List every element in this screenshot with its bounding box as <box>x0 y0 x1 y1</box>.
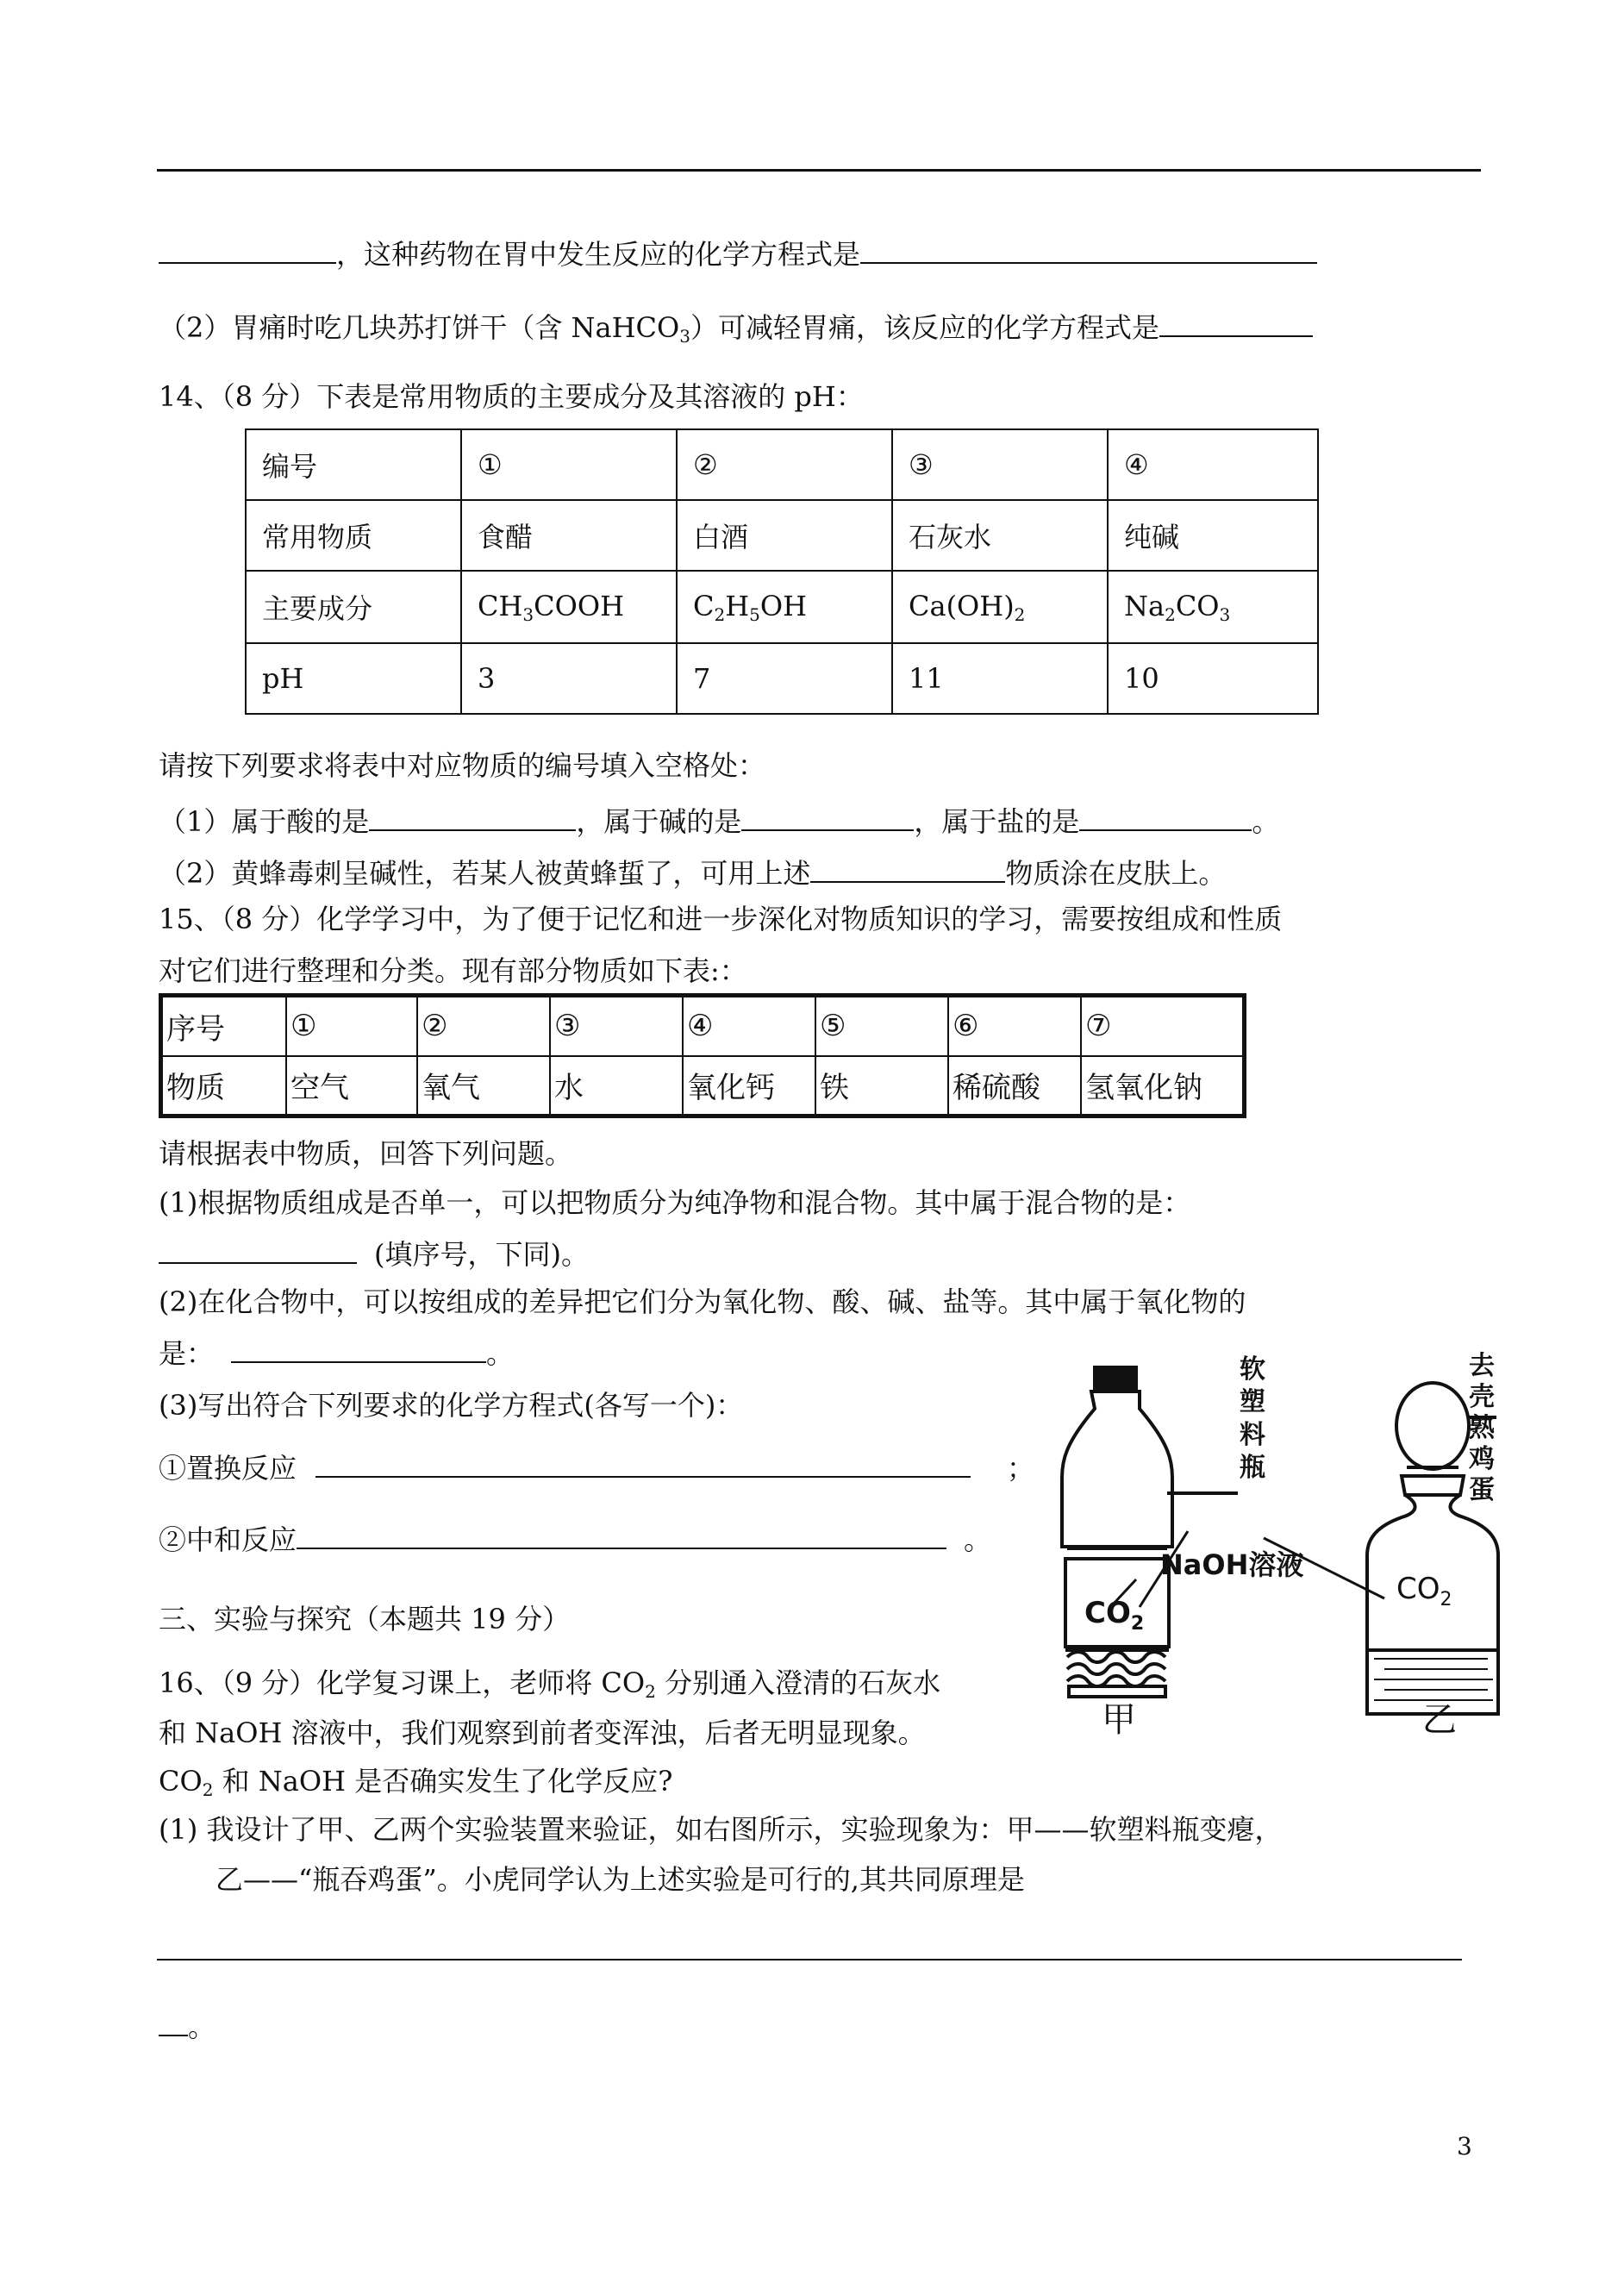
answer-blank[interactable] <box>159 2007 188 2036</box>
q15-sub2: (2)在化合物中，可以按组成的差异把它们分为氧化物、酸、碱、盐等。其中属于氧化物的 <box>159 1285 1246 1318</box>
table-cell: ③ <box>892 429 1108 500</box>
egg-label-char: 熟 <box>1469 1413 1495 1443</box>
table-cell: ⑥ <box>948 996 1081 1056</box>
q14-part2: （2）黄蜂毒刺呈碱性，若某人被黄蜂蜇了，可用上述 物质涂在皮肤上。 <box>159 854 1226 891</box>
bottle-label-char: 软 <box>1240 1354 1265 1385</box>
egg-label-char: 蛋 <box>1469 1475 1495 1505</box>
egg-label-char: 去 <box>1469 1351 1495 1381</box>
q15-sub3-a: ①置换反应 ； <box>159 1448 1034 1485</box>
formula-cell: $C_2H_5OH$ <box>677 571 892 643</box>
table-cell: 序号 <box>161 996 287 1056</box>
table-cell: 石灰水 <box>892 500 1108 571</box>
table-cell: 3 <box>461 643 677 714</box>
bottle-label-char: 瓶 <box>1240 1453 1265 1483</box>
table-cell: ④ <box>1108 429 1318 500</box>
q13-line2: （2）胃痛时吃几块苏打饼干（含 NaHCO$_3$）可减轻胃痛，该反应的化学方程式是 <box>159 308 1313 353</box>
co2-label-flask: $CO_2$ <box>1396 1572 1452 1610</box>
caption-yi: 乙 <box>1422 1700 1457 1740</box>
table-cell: 水 <box>550 1056 683 1116</box>
table-cell: 氧化钙 <box>683 1056 815 1116</box>
neutralization-equation-blank[interactable] <box>297 1520 946 1549</box>
egg-label-char: 鸡 <box>1469 1444 1495 1474</box>
q15-sub3-b: ②中和反应 。 <box>159 1520 991 1557</box>
formula-cell: $Na_2CO_3$ <box>1108 571 1318 643</box>
table-cell: ③ <box>550 996 683 1056</box>
q15-prompt: 请根据表中物质，回答下列问题。 <box>159 1137 573 1170</box>
q15-sub1-answer: (填序号，下同)。 <box>159 1235 589 1272</box>
q14-instruction: 请按下列要求将表中对应物质的编号填入空格处： <box>159 749 766 782</box>
table-cell: pH <box>246 643 461 714</box>
q16-line3: $CO_2$ 和 NaOH 是否确实发生了化学反应? <box>159 1765 673 1800</box>
experiment-figure <box>1057 1348 1505 1745</box>
answer-blank[interactable] <box>159 235 336 264</box>
caption-jia: 甲 <box>1102 1700 1136 1740</box>
answer-blank[interactable] <box>1159 308 1313 337</box>
table-cell: ④ <box>683 996 815 1056</box>
q16-line2: 和 NaOH 溶液中，我们观察到前者变浑浊，后者无明显现象。 <box>159 1717 926 1749</box>
bottle-label-char: 塑 <box>1240 1387 1265 1417</box>
formula-cell: $Ca(OH)_2$ <box>892 571 1108 643</box>
q16-line6: 。 <box>159 2007 215 2044</box>
table-cell: 氧气 <box>417 1056 550 1116</box>
naoh-label: NaOH溶液 <box>1160 1548 1304 1581</box>
table-cell: 7 <box>677 643 892 714</box>
q15-sub2-answer: 是： 。 <box>159 1334 514 1371</box>
q14-part1: （1）属于酸的是 ，属于碱的是 ，属于盐的是 。 <box>159 802 1279 839</box>
replacement-equation-blank[interactable] <box>315 1448 971 1478</box>
table-cell: 主要成分 <box>246 571 461 643</box>
q13-line1: ，这种药物在胃中发生反应的化学方程式是 <box>159 235 1317 272</box>
table-cell: 氢氧化钠 <box>1081 1056 1245 1116</box>
q15-line1: 15、（8 分）化学学习中，为了便于记忆和进一步深化对物质知识的学习，需要按组成和性质 <box>159 903 1283 935</box>
q14-title: 14、（8 分）下表是常用物质的主要成分及其溶液的 pH： <box>159 380 864 413</box>
q15-sub1: (1)根据物质组成是否单一，可以把物质分为纯净物和混合物。其中属于混合物的是： <box>159 1186 1191 1219</box>
salt-answer-blank[interactable] <box>1079 802 1252 831</box>
header-rule <box>157 169 1481 172</box>
table-cell: ⑤ <box>815 996 948 1056</box>
table-cell: ① <box>286 996 417 1056</box>
q15-sub3: (3)写出符合下列要求的化学方程式(各写一个)： <box>159 1389 744 1422</box>
mixture-answer-blank[interactable] <box>159 1235 357 1264</box>
q16-line4: (1) 我设计了甲、乙两个实验装置来验证，如右图所示，实验现象为：甲——软塑料瓶变瘪， <box>159 1813 1283 1846</box>
base-answer-blank[interactable] <box>741 802 914 831</box>
oxide-answer-blank[interactable] <box>231 1334 486 1363</box>
table-cell: 白酒 <box>677 500 892 571</box>
table-cell: ⑦ <box>1081 996 1245 1056</box>
soft-plastic-bottle <box>1062 1367 1238 1697</box>
table-cell: 食醋 <box>461 500 677 571</box>
acid-answer-blank[interactable] <box>369 802 576 831</box>
table-cell: ② <box>417 996 550 1056</box>
table-cell: 纯碱 <box>1108 500 1318 571</box>
table-cell: 铁 <box>815 1056 948 1116</box>
table-cell: 编号 <box>246 429 461 500</box>
formula-cell: $CH_3COOH$ <box>461 571 677 643</box>
bottle-label-char: 料 <box>1240 1420 1265 1450</box>
table-cell: 物质 <box>161 1056 287 1116</box>
answer-line[interactable] <box>157 1959 1462 1960</box>
section-3-heading: 三、实验与探究（本题共 19 分） <box>159 1603 571 1635</box>
table-cell: 稀硫酸 <box>948 1056 1081 1116</box>
q16-line1: 16、（9 分）化学复习课上，老师将 $CO_2$ 分别通入澄清的石灰水 <box>159 1667 941 1702</box>
q14-table <box>245 428 1319 715</box>
table-cell: ① <box>461 429 677 500</box>
answer-blank[interactable] <box>810 854 1005 883</box>
q16-line5: 乙——“瓶吞鸡蛋”。小虎同学认为上述实验是可行的,其共同原理是 <box>215 1863 1025 1896</box>
q15-table <box>159 993 1246 1118</box>
co2-label-bottle: $CO_2$ <box>1084 1596 1145 1635</box>
q15-line2: 对它们进行整理和分类。现有部分物质如下表:： <box>159 954 747 987</box>
page-number: 3 <box>1457 2132 1472 2161</box>
table-cell: 常用物质 <box>246 500 461 571</box>
table-cell: 空气 <box>286 1056 417 1116</box>
table-cell: 10 <box>1108 643 1318 714</box>
table-cell: 11 <box>892 643 1108 714</box>
egg-label-char: 壳 <box>1469 1382 1495 1412</box>
table-cell: ② <box>677 429 892 500</box>
answer-blank[interactable] <box>860 235 1317 264</box>
